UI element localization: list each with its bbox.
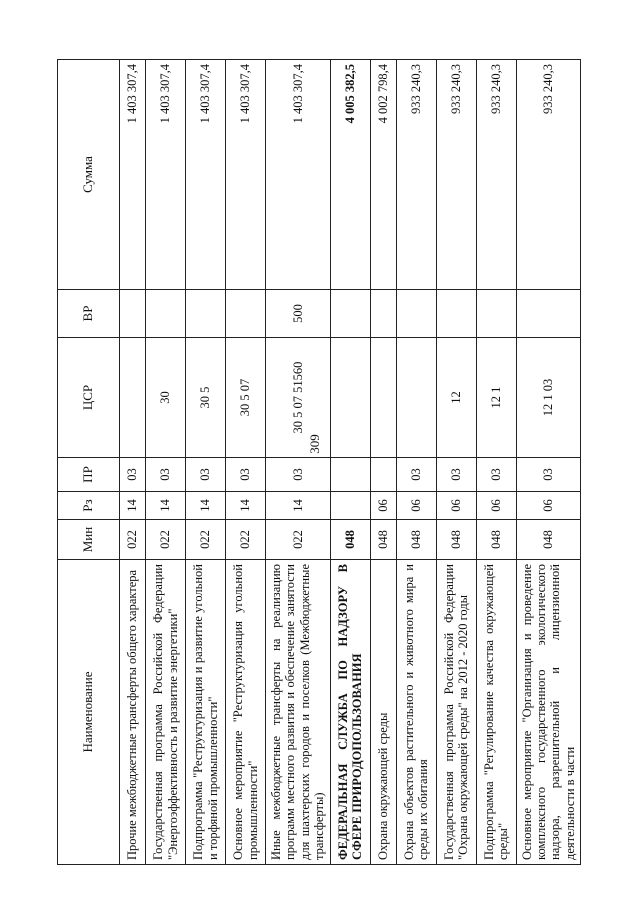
cell-rz: 14 — [186, 492, 226, 520]
cell-csr — [120, 338, 146, 458]
header-csr: ЦСР — [58, 338, 120, 458]
cell-vr — [436, 290, 476, 338]
cell-csr: 30 5 07 — [226, 338, 266, 458]
page-number: 309 — [306, 434, 322, 454]
cell-pr: 03 — [516, 458, 581, 492]
cell-name: Государственная программа Российской Федерации "Охрана окружающей среды" на 2012 - 2020 годы — [436, 560, 476, 865]
table-row — [146, 60, 186, 865]
header-vr: ВР — [58, 290, 120, 338]
cell-rz: 06 — [396, 492, 436, 520]
cell-vr — [476, 290, 516, 338]
cell-csr: 12 1 03 — [516, 338, 581, 458]
cell-min: 022 — [186, 520, 226, 560]
cell-pr: 03 — [396, 458, 436, 492]
cell-sum: 933 240,3 — [476, 60, 516, 290]
cell-vr — [226, 290, 266, 338]
cell-pr: 03 — [226, 458, 266, 492]
cell-name: Основное мероприятие "Реструктуризация угольной промышленности" — [226, 560, 266, 865]
cell-min: 048 — [330, 520, 370, 560]
cell-sum: 1 403 307,4 — [120, 60, 146, 290]
cell-name: Охрана окружающей среды — [370, 560, 396, 865]
cell-vr — [396, 290, 436, 338]
cell-rz: 14 — [226, 492, 266, 520]
cell-pr — [370, 458, 396, 492]
cell-sum: 933 240,3 — [516, 60, 581, 290]
cell-sum: 1 403 307,4 — [146, 60, 186, 290]
cell-sum: 1 403 307,4 — [186, 60, 226, 290]
table-row — [436, 60, 476, 865]
cell-vr — [120, 290, 146, 338]
cell-min: 048 — [436, 520, 476, 560]
table-row — [516, 60, 581, 865]
rotated-page — [57, 60, 613, 865]
cell-pr: 03 — [120, 458, 146, 492]
cell-sum: 4 002 798,4 — [370, 60, 396, 290]
cell-csr: 30 — [146, 338, 186, 458]
header-name: Наименование — [58, 560, 120, 865]
table-row — [396, 60, 436, 865]
cell-vr — [186, 290, 226, 338]
cell-csr — [330, 338, 370, 458]
cell-name: Охрана объектов растительного и животного мира и среды их обитания — [396, 560, 436, 865]
cell-vr: 500 — [266, 290, 331, 338]
cell-min: 048 — [516, 520, 581, 560]
cell-csr — [370, 338, 396, 458]
budget-table — [57, 59, 581, 865]
header-min: Мин — [58, 520, 120, 560]
cell-rz: 06 — [436, 492, 476, 520]
table-header-row — [58, 60, 120, 865]
cell-sum: 933 240,3 — [396, 60, 436, 290]
table-row — [226, 60, 266, 865]
table-row — [370, 60, 396, 865]
table-row — [476, 60, 516, 865]
cell-min: 048 — [476, 520, 516, 560]
cell-pr: 03 — [476, 458, 516, 492]
cell-csr — [396, 338, 436, 458]
cell-min: 048 — [396, 520, 436, 560]
cell-rz: 14 — [266, 492, 331, 520]
header-rz: Рз — [58, 492, 120, 520]
cell-csr: 12 1 — [476, 338, 516, 458]
cell-pr: 03 — [146, 458, 186, 492]
cell-min: 048 — [370, 520, 396, 560]
cell-pr — [330, 458, 370, 492]
table-row — [186, 60, 226, 865]
cell-pr: 03 — [186, 458, 226, 492]
cell-min: 022 — [226, 520, 266, 560]
table-row — [266, 60, 331, 865]
cell-min: 022 — [120, 520, 146, 560]
cell-min: 022 — [266, 520, 331, 560]
cell-rz: 06 — [516, 492, 581, 520]
cell-vr — [370, 290, 396, 338]
cell-csr: 30 5 07 51560 — [266, 338, 331, 458]
cell-name: Подпрограмма "Регулирование качества окружающей среды" — [476, 560, 516, 865]
cell-rz: 06 — [370, 492, 396, 520]
cell-csr: 12 — [436, 338, 476, 458]
cell-name: Государственная программа Российской Федерации "Энергоэффективность и развитие энергетики" — [146, 560, 186, 865]
table-row — [330, 60, 370, 865]
cell-pr: 03 — [436, 458, 476, 492]
cell-name: Подпрограмма "Реструктуризация и развитие угольной и торфяной промышленности" — [186, 560, 226, 865]
cell-rz: 14 — [120, 492, 146, 520]
header-sum: Сумма — [58, 60, 120, 290]
header-pr: ПР — [58, 458, 120, 492]
cell-sum: 1 403 307,4 — [266, 60, 331, 290]
cell-name: ФЕДЕРАЛЬНАЯ СЛУЖБА ПО НАДЗОРУ В СФЕРЕ ПРИРОДОПОЛЬЗОВАНИЯ — [330, 560, 370, 865]
cell-name: Основное мероприятие "Организация и проведение комплексного государственного экологического надзора, разрешительной и лицензионной деятельности в части — [516, 560, 581, 865]
cell-csr: 30 5 — [186, 338, 226, 458]
cell-pr: 03 — [266, 458, 331, 492]
cell-vr — [146, 290, 186, 338]
cell-rz: 14 — [146, 492, 186, 520]
cell-sum: 933 240,3 — [436, 60, 476, 290]
cell-vr — [516, 290, 581, 338]
cell-rz — [330, 492, 370, 520]
cell-sum: 4 005 382,5 — [330, 60, 370, 290]
cell-rz: 06 — [476, 492, 516, 520]
cell-vr — [330, 290, 370, 338]
cell-name: Иные межбюджетные трансферты на реализацию программ местного развития и обеспечение занятости для шахтерских городов и поселков (Межбюджетные трансферты) — [266, 560, 331, 865]
table-row — [120, 60, 146, 865]
cell-name: Прочие межбюджетные трансферты общего характера — [120, 560, 146, 865]
cell-min: 022 — [146, 520, 186, 560]
cell-sum: 1 403 307,4 — [226, 60, 266, 290]
